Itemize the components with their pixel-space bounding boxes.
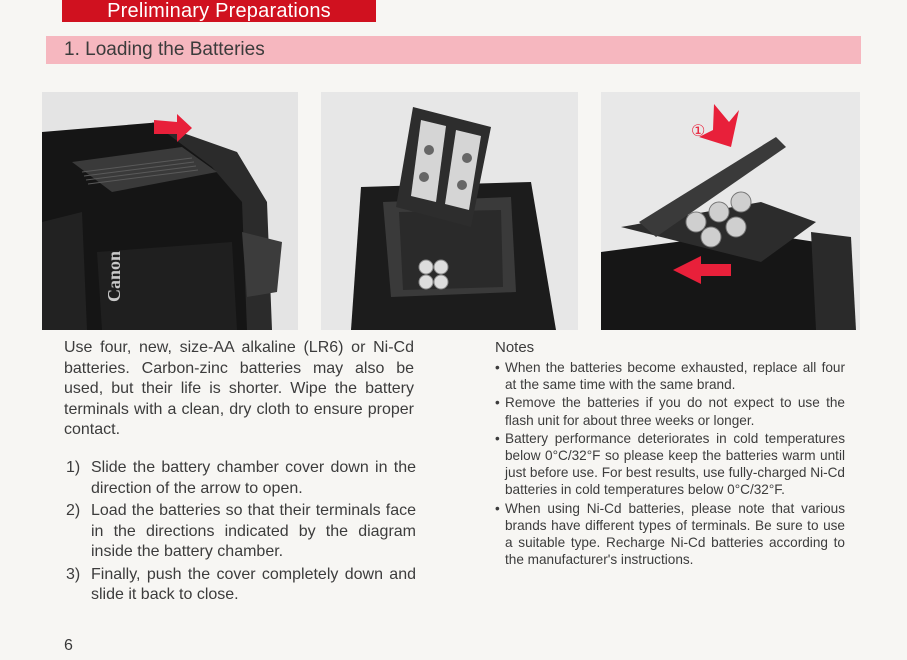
note-text: When the batteries become exhausted, replace all four at the same time with the same brand. bbox=[505, 360, 845, 393]
list-item bbox=[64, 565, 416, 606]
bullet-icon: • bbox=[495, 395, 500, 411]
intro-text: Use four, new, size-AA alkaline (LR6) or Ni-Cd batteries. Carbon-zinc batteries may also be used, but their life is shorter. Wipe the battery terminals with a clean, dry cloth to ensure proper contact. bbox=[64, 339, 414, 438]
bullet-icon: • bbox=[495, 360, 500, 375]
step-number: 3) bbox=[66, 565, 81, 583]
notes-title: Notes bbox=[495, 339, 535, 356]
photo-battery-chamber bbox=[321, 92, 578, 330]
step-text: Finally, push the cover completely down and slide it back to close. bbox=[91, 565, 416, 603]
page-header: Preliminary Preparations bbox=[62, 0, 376, 22]
notes-section bbox=[495, 339, 845, 569]
note-text: When using Ni-Cd batteries, please note that various brands have different types of terminals. Be sure to use a suitable type. Recharge Ni-Cd batteries according to the manufacturer's instructions. bbox=[505, 500, 845, 568]
photo-flash-cover-slide bbox=[42, 92, 298, 330]
list-item bbox=[495, 500, 845, 569]
note-text: Remove the batteries if you do not expect to use the flash unit for about three weeks or longer. bbox=[505, 395, 845, 428]
list-item bbox=[64, 458, 416, 499]
list-item bbox=[495, 430, 845, 499]
marker-two: ② bbox=[717, 262, 730, 278]
list-item bbox=[495, 394, 845, 428]
brand-label: Canon bbox=[104, 250, 124, 302]
list-item bbox=[64, 501, 416, 563]
page-number: 6 bbox=[64, 637, 73, 654]
bullet-icon: • bbox=[495, 500, 500, 516]
marker-one: ① bbox=[691, 123, 706, 140]
note-text: Battery performance deteriorates in cold temperatures below 0°C/32°F so please keep the batteries warm until just before use. For best results, use fully-charged Ni-Cd batteries in cold temperatures below 0°C/32°F. bbox=[505, 430, 845, 498]
section-bar bbox=[46, 36, 861, 64]
list-item bbox=[495, 359, 845, 393]
bullet-icon: • bbox=[495, 430, 500, 446]
photo-cover-closing bbox=[601, 92, 860, 330]
step-number: 2) bbox=[66, 502, 81, 519]
section-title: 1. Loading the Batteries bbox=[64, 39, 265, 60]
step-text: Load the batteries so that their terminals face in the directions indicated by the diagram inside the battery chamber. bbox=[91, 502, 416, 560]
steps-list bbox=[64, 458, 416, 608]
step-text: Slide the battery chamber cover down in the direction of the arrow to open. bbox=[91, 459, 416, 497]
step-number: 1) bbox=[66, 459, 81, 476]
